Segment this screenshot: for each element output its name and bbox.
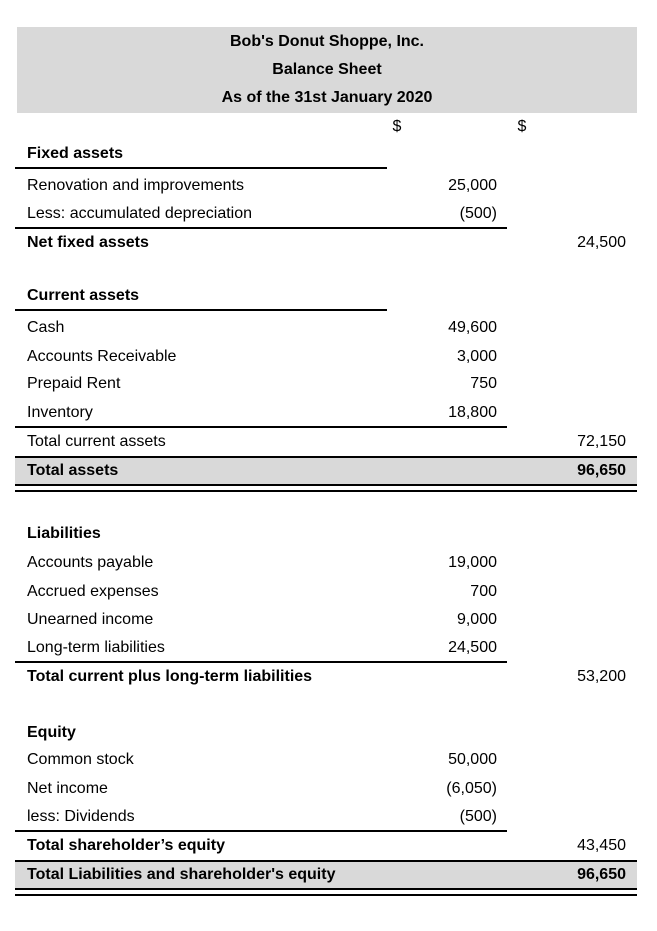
row-label: Total current assets <box>27 433 166 450</box>
row-amount-col2: 43,450 <box>577 837 626 854</box>
row-label: Cash <box>27 319 65 336</box>
row-amount-col1: (500) <box>459 808 497 825</box>
row-common-stock <box>15 746 637 774</box>
row-total-liabilities <box>15 663 637 691</box>
row-amount-col2: 96,650 <box>577 866 626 883</box>
row-label: Renovation and improvements <box>27 177 245 194</box>
row-label: Inventory <box>27 404 93 421</box>
section-heading-label: Liabilities <box>27 525 101 542</box>
row-label: Accrued expenses <box>27 583 159 600</box>
company-name: Bob's Donut Shoppe, Inc. <box>229 33 424 50</box>
row-prepaid-rent <box>15 370 637 398</box>
section-heading-label: Equity <box>27 724 76 741</box>
row-amount-col1: 700 <box>470 583 497 600</box>
row-label: Less: accumulated depreciation <box>27 205 253 222</box>
row-accumulated-depreciation <box>15 200 637 228</box>
row-amount-col1: (500) <box>459 205 497 222</box>
row-amount-col2: 24,500 <box>577 234 626 251</box>
row-label: Common stock <box>27 751 134 768</box>
row-total-current-assets <box>15 428 637 456</box>
row-inventory <box>15 399 637 427</box>
row-label: Net fixed assets <box>27 234 149 251</box>
row-label: Accounts payable <box>27 554 154 571</box>
row-amount-col2: 53,200 <box>577 668 626 685</box>
currency-header-row <box>15 113 637 141</box>
section-heading-fixed-assets <box>15 141 387 169</box>
row-amount-col1: 50,000 <box>448 751 497 768</box>
row-cash <box>15 314 637 342</box>
row-net-income <box>15 775 637 803</box>
row-amount-col1: 49,600 <box>448 319 497 336</box>
row-label: Prepaid Rent <box>27 375 121 392</box>
row-amount-col1: 25,000 <box>448 177 497 194</box>
row-amount-col1: 750 <box>470 375 497 392</box>
row-amount-col2: 72,150 <box>577 433 626 450</box>
row-total-assets <box>15 456 637 486</box>
row-label: Net income <box>27 780 108 797</box>
row-label: Unearned income <box>27 611 154 628</box>
section-heading-label: Fixed assets <box>27 145 124 162</box>
row-accounts-payable <box>15 549 637 577</box>
row-total-liabilities-and-equity <box>15 860 637 890</box>
row-label: Accounts Receivable <box>27 348 177 365</box>
section-heading-equity <box>15 719 637 747</box>
row-label: Total current plus long-term liabilities <box>27 668 313 685</box>
row-amount-col1: 9,000 <box>456 611 497 628</box>
section-heading-current-assets <box>15 283 387 311</box>
statement-date: As of the 31st January 2020 <box>221 89 433 106</box>
row-amount-col1: 24,500 <box>448 639 497 656</box>
row-dividends <box>15 803 637 831</box>
row-amount-col1: 18,800 <box>448 404 497 421</box>
title-block <box>17 27 637 113</box>
row-renovation-improvements <box>15 172 637 200</box>
row-accrued-expenses <box>15 578 637 606</box>
row-label: Total assets <box>27 462 119 479</box>
row-label: Long-term liabilities <box>27 639 165 656</box>
row-unearned-income <box>15 606 637 634</box>
row-amount-col1: 19,000 <box>448 554 497 571</box>
section-heading-label: Current assets <box>27 287 140 304</box>
double-rule-total-assets <box>15 490 637 492</box>
row-net-fixed-assets <box>15 229 637 257</box>
row-accounts-receivable <box>15 343 637 371</box>
double-rule-total-liabilities-and-equity <box>15 894 637 896</box>
section-heading-liabilities <box>15 520 637 548</box>
row-amount-col1: 3,000 <box>456 348 497 365</box>
col2-currency-symbol: $ <box>517 118 527 135</box>
row-long-term-liabilities <box>15 634 637 662</box>
col1-currency-symbol: $ <box>392 118 402 135</box>
row-total-shareholders-equity <box>15 832 637 860</box>
statement-title: Balance Sheet <box>272 61 382 78</box>
row-label: Total shareholder’s equity <box>27 837 225 854</box>
row-amount-col2: 96,650 <box>577 462 626 479</box>
row-label: Total Liabilities and shareholder's equity <box>27 866 336 883</box>
row-amount-col1: (6,050) <box>446 780 497 797</box>
row-label: less: Dividends <box>27 808 135 825</box>
